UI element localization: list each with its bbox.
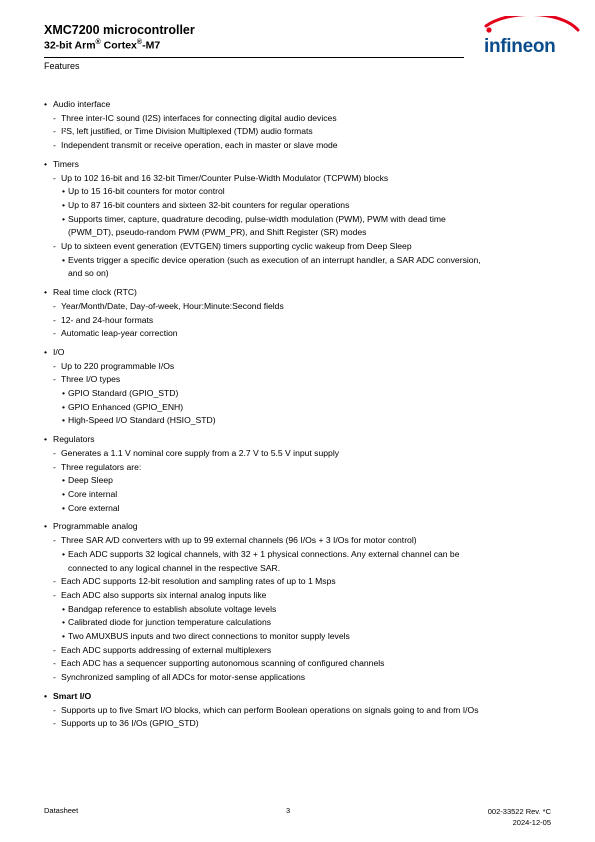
dash-marker: - <box>53 672 56 683</box>
list-item <box>44 671 564 685</box>
list-item <box>44 300 564 314</box>
section-heading <box>44 98 564 112</box>
bullet-marker: • <box>62 475 66 486</box>
bullet-marker: • <box>44 158 48 169</box>
list-item-text: Up to 102 16-bit and 16 32-bit Timer/Counter Pulse-Width Modulator (TCPWM) blocks <box>61 172 389 183</box>
list-item-text: Three regulators are: <box>61 461 142 472</box>
dash-marker: - <box>53 241 56 252</box>
sub-list-item <box>44 603 564 617</box>
list-item <box>44 589 564 603</box>
sub-list-item <box>44 401 564 415</box>
dash-marker: - <box>53 704 56 715</box>
feature-section <box>44 520 564 684</box>
dash-marker: - <box>53 140 56 151</box>
section-heading <box>44 690 564 704</box>
sub-list-item <box>44 488 564 502</box>
subtitle-suffix: -M7 <box>142 39 161 52</box>
sub-list-item <box>44 199 564 213</box>
section-heading <box>44 520 564 534</box>
list-item <box>44 327 564 341</box>
document-subtitle <box>44 39 160 52</box>
dash-marker: - <box>53 461 56 472</box>
list-item <box>44 447 564 461</box>
list-item-text: Calibrated diode for junction temperature calculations <box>68 617 272 628</box>
feature-section <box>44 690 564 731</box>
sub-list-item <box>44 502 564 516</box>
subtitle-prefix: 32-bit Arm <box>44 39 96 52</box>
dash-marker: - <box>53 644 56 655</box>
list-item-continuation: (PWM_DT), pseudo-random PWM (PWM_PR), and Shift Register (SR) modes <box>68 227 367 238</box>
dash-marker: - <box>53 718 56 729</box>
footer-page-number: 3 <box>286 806 291 815</box>
dash-marker: - <box>53 328 56 339</box>
bullet-marker: • <box>62 617 66 628</box>
section-name: Features <box>44 61 80 71</box>
list-item <box>44 575 564 589</box>
list-item-text: Synchronized sampling of all ADCs for motor-sense applications <box>61 672 306 683</box>
list-item-continuation: and so on) <box>68 268 109 279</box>
bullet-marker: • <box>62 213 66 224</box>
feature-section <box>44 98 564 153</box>
logo-text: infineon <box>484 36 556 57</box>
list-item <box>44 139 564 153</box>
list-item-text: I²S, left justified, or Time Division Multiplexed (TDM) audio formats <box>61 126 313 137</box>
section-heading-text: Smart I/O <box>53 690 92 701</box>
list-item-text: Up to 220 programmable I/Os <box>61 360 175 371</box>
feature-list <box>44 98 564 736</box>
list-item <box>44 112 564 126</box>
list-item-text: Three I/O types <box>61 374 121 385</box>
list-item <box>44 717 564 731</box>
list-item-text: Three inter-IC sound (I2S) interfaces for connecting digital audio devices <box>61 112 337 123</box>
list-item <box>44 657 564 671</box>
dash-marker: - <box>53 360 56 371</box>
sub-list-item <box>44 630 564 644</box>
bullet-marker: • <box>62 603 66 614</box>
list-item-text: Automatic leap-year correction <box>61 328 178 339</box>
footer-doc-info <box>488 806 551 828</box>
list-item-text: Core external <box>68 502 120 513</box>
sub-list-item <box>44 387 564 401</box>
list-item <box>44 240 564 254</box>
bullet-marker: • <box>62 415 66 426</box>
list-item-text: Each ADC supports addressing of external multiplexers <box>61 644 272 655</box>
list-item <box>44 172 564 186</box>
sub-list-item <box>44 474 564 488</box>
bullet-marker: • <box>62 199 66 210</box>
section-heading-text: Real time clock (RTC) <box>53 287 137 298</box>
section-heading <box>44 433 564 447</box>
header-rule <box>44 57 464 58</box>
list-item-text: Supports timer, capture, quadrature decoding, pulse-width modulation (PWM), PWM with dead time <box>68 213 446 224</box>
list-item-text: Each ADC supports 12-bit resolution and sampling rates of up to 1 Msps <box>61 576 336 587</box>
section-heading-text: Programmable analog <box>53 521 138 532</box>
list-item-text: Two AMUXBUS inputs and two direct connections to monitor supply levels <box>68 631 350 642</box>
document-title: XMC7200 microcontroller <box>44 23 195 37</box>
dash-marker: - <box>53 576 56 587</box>
dash-marker: - <box>53 314 56 325</box>
list-item <box>44 704 564 718</box>
sub-list-item <box>44 254 564 268</box>
sub-list-item <box>44 548 564 562</box>
list-item-text: Up to 87 16-bit counters and sixteen 32-bit counters for regular operations <box>68 199 350 210</box>
list-item-text: Generates a 1.1 V nominal core supply from a 2.7 V to 5.5 V input supply <box>61 447 340 458</box>
bullet-marker: • <box>44 521 48 532</box>
bullet-marker: • <box>62 254 66 265</box>
bullet-marker: • <box>62 631 66 642</box>
feature-section <box>44 346 564 428</box>
bullet-marker: • <box>62 401 66 412</box>
list-item-text: GPIO Enhanced (GPIO_ENH) <box>68 401 184 412</box>
section-heading-text: I/O <box>53 346 65 357</box>
section-heading <box>44 286 564 300</box>
list-item <box>44 125 564 139</box>
list-item <box>44 314 564 328</box>
infineon-logo <box>478 16 582 60</box>
list-item-text: Supports up to 36 I/Os (GPIO_STD) <box>61 718 199 729</box>
dash-marker: - <box>53 172 56 183</box>
list-item <box>44 644 564 658</box>
list-item <box>44 360 564 374</box>
list-item-text: Each ADC also supports six internal analog inputs like <box>61 589 267 600</box>
list-item <box>44 534 564 548</box>
registered-mark: ® <box>95 39 101 46</box>
bullet-marker: • <box>44 690 48 701</box>
list-item-text: High-Speed I/O Standard (HSIO_STD) <box>68 415 216 426</box>
list-item-text: 12- and 24-hour formats <box>61 314 154 325</box>
list-item-text: Each ADC supports 32 logical channels, with 32 + 1 physical connections. Any external channel can be <box>68 548 460 559</box>
list-item-text: Events trigger a specific device operation (such as execution of an interrupt handler, a SAR ADC conversion, <box>68 254 481 265</box>
list-item-text: Up to sixteen event generation (EVTGEN) timers supporting cyclic wakeup from Deep Sleep <box>61 241 412 252</box>
bullet-marker: • <box>62 488 66 499</box>
sub-list-item <box>44 185 564 199</box>
dash-marker: - <box>53 300 56 311</box>
section-heading-text: Audio interface <box>53 99 111 109</box>
footer-date: 2024-12-05 <box>512 818 551 827</box>
list-item-text: Up to 15 16-bit counters for motor control <box>68 186 225 197</box>
section-heading-text: Regulators <box>53 434 95 445</box>
feature-section <box>44 433 564 515</box>
list-item-text: Deep Sleep <box>68 475 113 486</box>
registered-mark: ® <box>136 39 143 46</box>
section-heading <box>44 346 564 360</box>
list-item-text: Independent transmit or receive operation, each in master or slave mode <box>61 140 338 151</box>
section-heading <box>44 158 564 172</box>
dash-marker: - <box>53 126 56 137</box>
feature-section <box>44 286 564 341</box>
dash-marker: - <box>53 374 56 385</box>
bullet-marker: • <box>62 502 66 513</box>
list-item-text: Three SAR A/D converters with up to 99 external channels (96 I/Os + 3 I/Os for motor control) <box>61 535 417 546</box>
footer-doc-type: Datasheet <box>44 806 79 815</box>
bullet-marker: • <box>62 548 66 559</box>
bullet-marker: • <box>44 99 48 109</box>
feature-section <box>44 158 564 281</box>
dash-marker: - <box>53 447 56 458</box>
list-item-text: Bandgap reference to establish absolute voltage levels <box>68 603 277 614</box>
section-heading-text: Timers <box>53 158 79 169</box>
list-item-text: Year/Month/Date, Day-of-week, Hour:Minute:Second fields <box>61 300 284 311</box>
list-item-text: Core internal <box>68 488 118 499</box>
bullet-marker: • <box>62 186 66 197</box>
list-item-continuation: connected to any logical channel in the respective SAR. <box>68 562 281 573</box>
dash-marker: - <box>53 112 56 123</box>
bullet-marker: • <box>62 388 66 399</box>
list-item-text: Each ADC has a sequencer supporting autonomous scanning of configured channels <box>61 658 385 669</box>
bullet-marker: • <box>44 434 48 445</box>
dash-marker: - <box>53 589 56 600</box>
bullet-marker: • <box>44 346 48 357</box>
dash-marker: - <box>53 535 56 546</box>
list-item-text: GPIO Standard (GPIO_STD) <box>68 388 179 399</box>
bullet-marker: • <box>44 287 48 298</box>
sub-list-item <box>44 616 564 630</box>
sub-list-item <box>44 414 564 428</box>
sub-list-item <box>44 213 564 227</box>
list-item <box>44 373 564 387</box>
footer-doc-number: 002-33522 Rev. *C <box>487 807 551 816</box>
dash-marker: - <box>53 658 56 669</box>
list-item <box>44 461 564 475</box>
subtitle-mid: Cortex <box>100 39 137 52</box>
list-item-text: Supports up to five Smart I/O blocks, which can perform Boolean operations on signals going to and from I/Os <box>61 704 479 715</box>
